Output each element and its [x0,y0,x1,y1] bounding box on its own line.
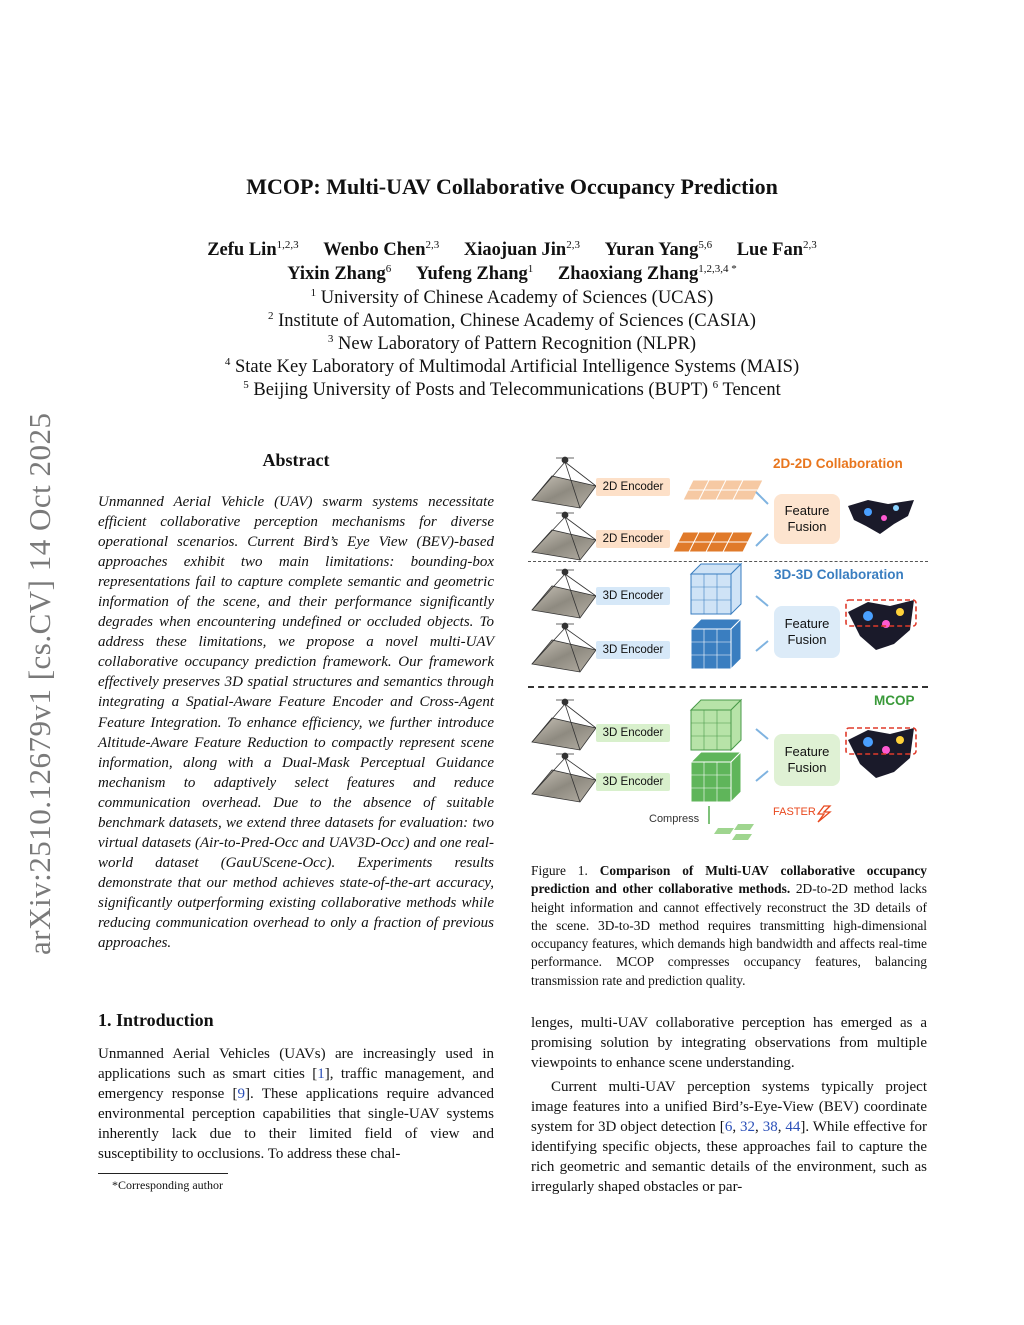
uav-icon [532,457,596,508]
encoder-3d: 3D Encoder [596,587,670,605]
abstract-heading: Abstract [262,450,330,470]
label-2d-2d-collaboration: 2D-2D Collaboration [773,456,903,471]
footnote: *Corresponding author [112,1178,223,1192]
citation-link[interactable]: 38 [762,1119,778,1136]
author: Yixin Zhang$^6$ [287,262,392,284]
intro-right-text: lenges, multi-UAV collaborative perception has emerged as a promising solution by integrating observations from multiple viewpoints to enhance scene understanding. Current multi-UAV perception systems typically project image features into a unified Bird’s-Eye-View (BEV) coordinate system for 3D object detection [6, 32, 38, 44]. While effective for identifying specific objects, these approaches fail to capture the rich geometric and semantic details of the environment, such as irregularly shaped obstacles or par- [531,1015,927,1196]
section-heading-introduction: 1. Introduction [98,1010,214,1030]
author: Zefu Lin$^{1,2,3}$ [207,238,299,260]
citation-link[interactable]: 32 [740,1119,755,1136]
footnote-rule [98,1173,228,1174]
author: Wenbo Chen$^{2,3}$ [323,238,440,260]
authors-line-1 [0,240,1024,261]
author: Yufeng Zhang$^1$ [415,262,534,284]
uav-icon [532,753,596,802]
arxiv-identifier: arXiv:2510.12679v1 [cs.CV] 14 Oct 2025 [22,412,57,955]
section-divider [528,561,928,562]
author: Xiaojuan Jin$^{2,3}$ [463,238,580,260]
occupancy-result-2 [846,600,916,650]
affiliation: $^1$ University of Chinese Academy of Sciences (UCAS) [310,286,714,308]
voxel-cube-dark-blue [691,619,741,669]
affiliation: $^5$ Beijing University of Posts and Telecommunications (BUPT) $^6$ Tencent [243,378,781,400]
voxel-cube-green-2 [691,752,741,802]
author: Yuran Yang$^{5,6}$ [604,238,713,260]
lightning-icon [818,806,830,822]
uav-views [532,457,596,802]
uav-icon [532,699,596,750]
label-mcop: MCOP [874,693,915,708]
encoder-3d: 3D Encoder [596,773,670,791]
figure-1-graphic [528,446,928,840]
author: Lue Fan$^{2,3}$ [736,238,817,260]
encoder-3d: 3D Encoder [596,724,670,742]
label-3d-3d-collaboration: 3D-3D Collaboration [774,567,904,582]
paper-title: MCOP: Multi-UAV Collaborative Occupancy Prediction [246,174,778,199]
affiliation: $^3$ New Laboratory of Pattern Recognition (NLPR) [327,332,697,354]
occupancy-result-1 [848,498,914,534]
citation-link[interactable]: 1 [317,1066,325,1083]
compressed-feature [714,824,754,840]
intro-left-text: Unmanned Aerial Vehicles (UAVs) are increasingly used in applications such as smart cities [1], traffic management, and emergency response [9]. These applications require advanced environmental perception capabilities that single-UAV systems inherently lack due to their limited field of view and susceptibility to occlusions. To address these chal- [98,1046,495,1163]
authors-line-2 [0,264,1024,285]
citation-link[interactable]: 44 [785,1119,801,1136]
compress-label: Compress [649,813,700,825]
citation-link[interactable]: 6 [724,1119,733,1136]
affiliation: $^4$ State Key Laboratory of Multimodal Artificial Intelligence Systems (MAIS) [224,355,800,377]
occupancy-result-3 [846,728,916,778]
feature-fusion-2d: Feature Fusion [774,494,840,544]
encoder-2d: 2D Encoder [596,530,670,548]
uav-icon [532,623,596,672]
feature-fusion-3d: Feature Fusion [774,606,840,658]
figure-1 [528,446,928,840]
abstract-text: Unmanned Aerial Vehicle (UAV) swarm systems necessitate efficient collaborative perception mechanisms for diverse operational scenarios. Current Bird’s Eye View (BEV)-based approaches exhibit two main limitations: bounding-box representations fail to capture complete semantic and geometric information of the scene, and their performance significantly degrades when encountering undefined or occluded objects. To address these limitations, we propose a novel multi-UAV collaborative occupancy prediction framework. Our framework effectively preserves 3D spatial structures and semantics through integrating a Spatial-Aware Feature Encoder and Cross-Agent Feature Integration. To enhance efficiency, we further introduce Altitude-Aware Feature Reduction to compactly represent scene information, along with a Dual-Mask Perceptual Guidance mechanism to adaptively select features and reduce communication overhead. Due to the absence of suitable benchmark datasets, we extend three datasets for evaluation: two virtual datasets (Air-to-Pred-Occ and UAV3D-Occ) and one real-world dataset (GauUScene-Occ). Experiments results demonstrate that our method achieves state-of-the-art accuracy, significantly outperforming existing collaborative methods while reducing communication overhead to only a fraction of previous approaches. [98,494,494,952]
encoder-2d: 2D Encoder [596,478,670,496]
uav-icon [532,512,596,560]
affiliation: $^2$ Institute of Automation, Chinese Academy of Sciences (CASIA) [268,309,756,331]
encoder-3d: 3D Encoder [596,641,670,659]
author: Zhaoxiang Zhang$^{1,2,3,4 *}$ [557,262,737,284]
arrows [756,492,768,781]
faster-label: FASTER [773,806,816,818]
citation-link[interactable]: 9 [237,1086,246,1103]
section-divider-bold [528,686,928,688]
voxel-cube-green-1 [691,700,741,750]
voxel-cube-light-blue [691,564,741,614]
uav-icon [532,569,596,618]
feature-fusion-mcop: Feature Fusion [774,734,840,786]
figure-1-caption: Figure 1. Comparison of Multi-UAV collaborative occupancy prediction and other collaborative methods. 2D-to-2D method lacks height information and cannot effectively reconstruct the 3D details of the scene. 3D-to-3D method requires transmitting high-dimensional occupancy features, which demands high bandwidth and affects real-time performance. MCOP compresses occupancy features, balancing transmission rate and prediction quality. [531,863,927,988]
